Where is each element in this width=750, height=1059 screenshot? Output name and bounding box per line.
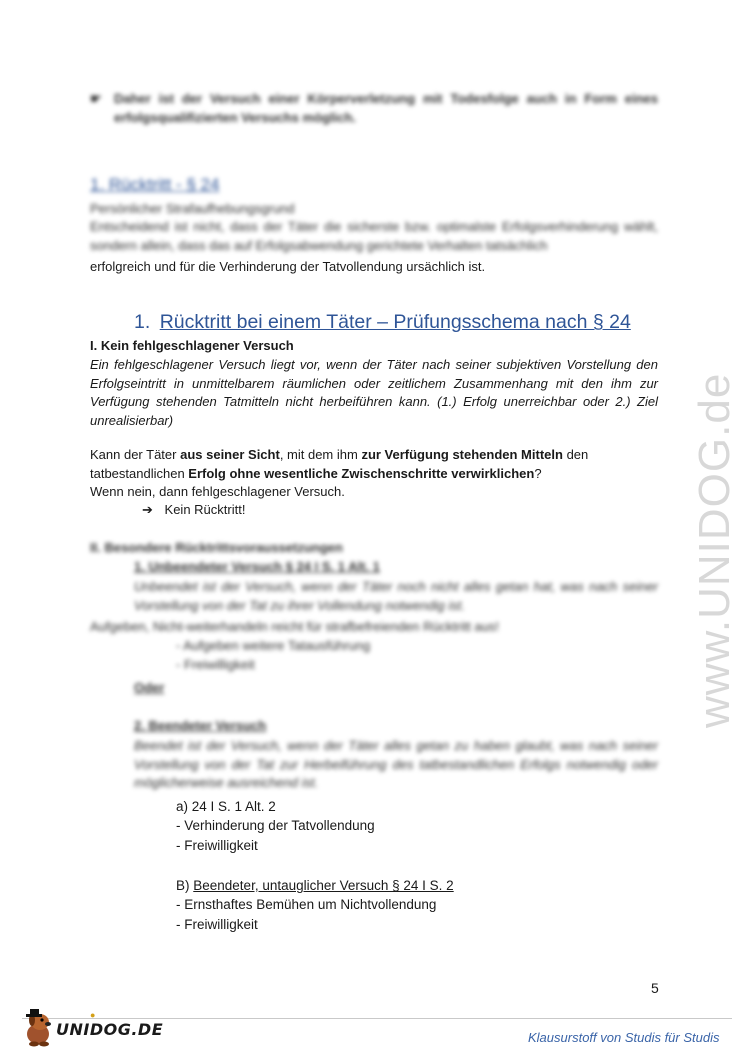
question-bold-3: Erfolg ohne wesentliche Zwischenschritte verwirklichen (188, 465, 535, 481)
list-a-item-2: - Freiwilligkeit (176, 838, 258, 853)
main-heading-number: 1. (134, 311, 151, 333)
question-text: Kann der Täter (90, 447, 181, 462)
page-number: 5 (651, 980, 659, 996)
question-text-3: den tatbestandlichen (90, 447, 589, 481)
part-two-sub2-title: 2. Beendeter Versuch (134, 718, 267, 733)
footer-tagline: Klausurstoff von Studis für Studis (528, 1030, 720, 1045)
part-two-sub2-definition: Beendet ist der Versuch, wenn der Täter alles getan zu haben glaubt, was nach seiner Vorstellung von der Tat zur Herbeiführung des tatbestandlichen Erfolgs notwendig oder möglicherweise ausreichend ist. (134, 738, 658, 790)
pointing-hand-icon: ☛ (90, 91, 102, 106)
list-a-title: a) 24 I S. 1 Alt. 2 (176, 799, 276, 814)
list-b-item-1: - Ernsthaftes Bemühen um Nichtvollendung (176, 897, 437, 912)
part-two-sub1-item-1: - Aufgeben weitere Tatausführung (176, 638, 371, 653)
list-b-item-2: - Freiwilligkeit (176, 917, 258, 932)
part-two-sub1-note: Aufgeben, Nicht-weiterhandeln reicht für strafbefreienden Rücktritt aus! (90, 619, 499, 634)
main-heading-title: Rücktritt bei einem Täter – Prüfungsschema nach § 24 (159, 311, 631, 333)
logo-text: UNIDOG.DE (56, 1020, 164, 1039)
ruecktritt-blurred-paragraph: Entscheidend ist nicht, dass der Täter die sicherste bzw. optimalste Erfolgsverhinderung wählt, sondern allein, dass das auf Erfolgsabwendung gerichtete Verhalten tatsächlich (90, 219, 658, 253)
list-b-title (176, 876, 454, 896)
dog-mascot-icon (22, 1008, 58, 1048)
question-bold-2: zur Verfügung stehenden Mitteln (361, 447, 563, 462)
question-end: ? (534, 465, 542, 481)
ruecktritt-heading: 1. Rücktritt - § 24 (90, 175, 220, 194)
kein-ruecktritt-text: Kein Rücktritt! (164, 502, 246, 517)
watermark (684, 280, 739, 740)
paw-icon: ● (90, 1010, 96, 1020)
intro-bullet-text: Daher ist der Versuch einer Körperverletzung mit Todesfolge auch in Form eines erfolgsqualifizierten Versuchs möglich. (114, 91, 658, 125)
kein-ruecktritt-line (142, 501, 245, 520)
ruecktritt-subtitle: Persönlicher Strafaufhebungsgrund (90, 201, 295, 216)
part-two-heading: II. Besondere Rücktrittsvoraussetzungen (90, 540, 343, 555)
question-text-2: , mit dem ihm (279, 447, 362, 462)
part-two-sub1-definition: Unbeendet ist der Versuch, wenn der Täter noch nicht alles getan hat, was nach seiner Vorstellung von der Tat zu ihrer Vollendung notwendig ist. (134, 579, 658, 613)
question-bold-1: aus seiner Sicht (180, 447, 280, 462)
part-one-answer: Wenn nein, dann fehlgeschlagener Versuch. (90, 484, 345, 499)
part-one-question (90, 446, 665, 483)
main-heading (134, 311, 631, 334)
part-two-sub1-item-2: - Freiwilligkeit (176, 657, 255, 672)
intro-bullet (90, 90, 658, 127)
ruecktritt-visible-line: erfolgreich und für die Verhinderung der Tatvollendung ursächlich ist. (90, 259, 486, 274)
part-two-sub1-title: 1. Unbeendeter Versuch § 24 I S. 1 Alt. 1 (134, 559, 380, 574)
unidog-logo (22, 1008, 162, 1048)
watermark-text: www.UNIDOG.de (690, 372, 739, 728)
list-b-title-text: Beendeter, untauglicher Versuch § 24 I S. 2 (193, 878, 454, 893)
list-a-item-1: - Verhinderung der Tatvollendung (176, 818, 375, 833)
part-one-definition: Ein fehlgeschlagener Versuch liegt vor, wenn der Täter nach seiner subjektiven Vorstellung den Erfolgseintritt in unmittelbarem räumlichen oder zeitlichem Zusammenhang mit den ihm zur Verfügung stehenden Tatmitteln nicht herbeiführen kann. (1.) Erfolg unerreichbar oder 2.) Ziel unrealisierbar) (90, 357, 658, 428)
part-two-oder: Oder (134, 680, 165, 695)
list-b-prefix: B) (176, 878, 194, 893)
part-one-heading: I. Kein fehlgeschlagener Versuch (90, 338, 294, 353)
arrow-right-icon: ➔ (142, 502, 153, 517)
